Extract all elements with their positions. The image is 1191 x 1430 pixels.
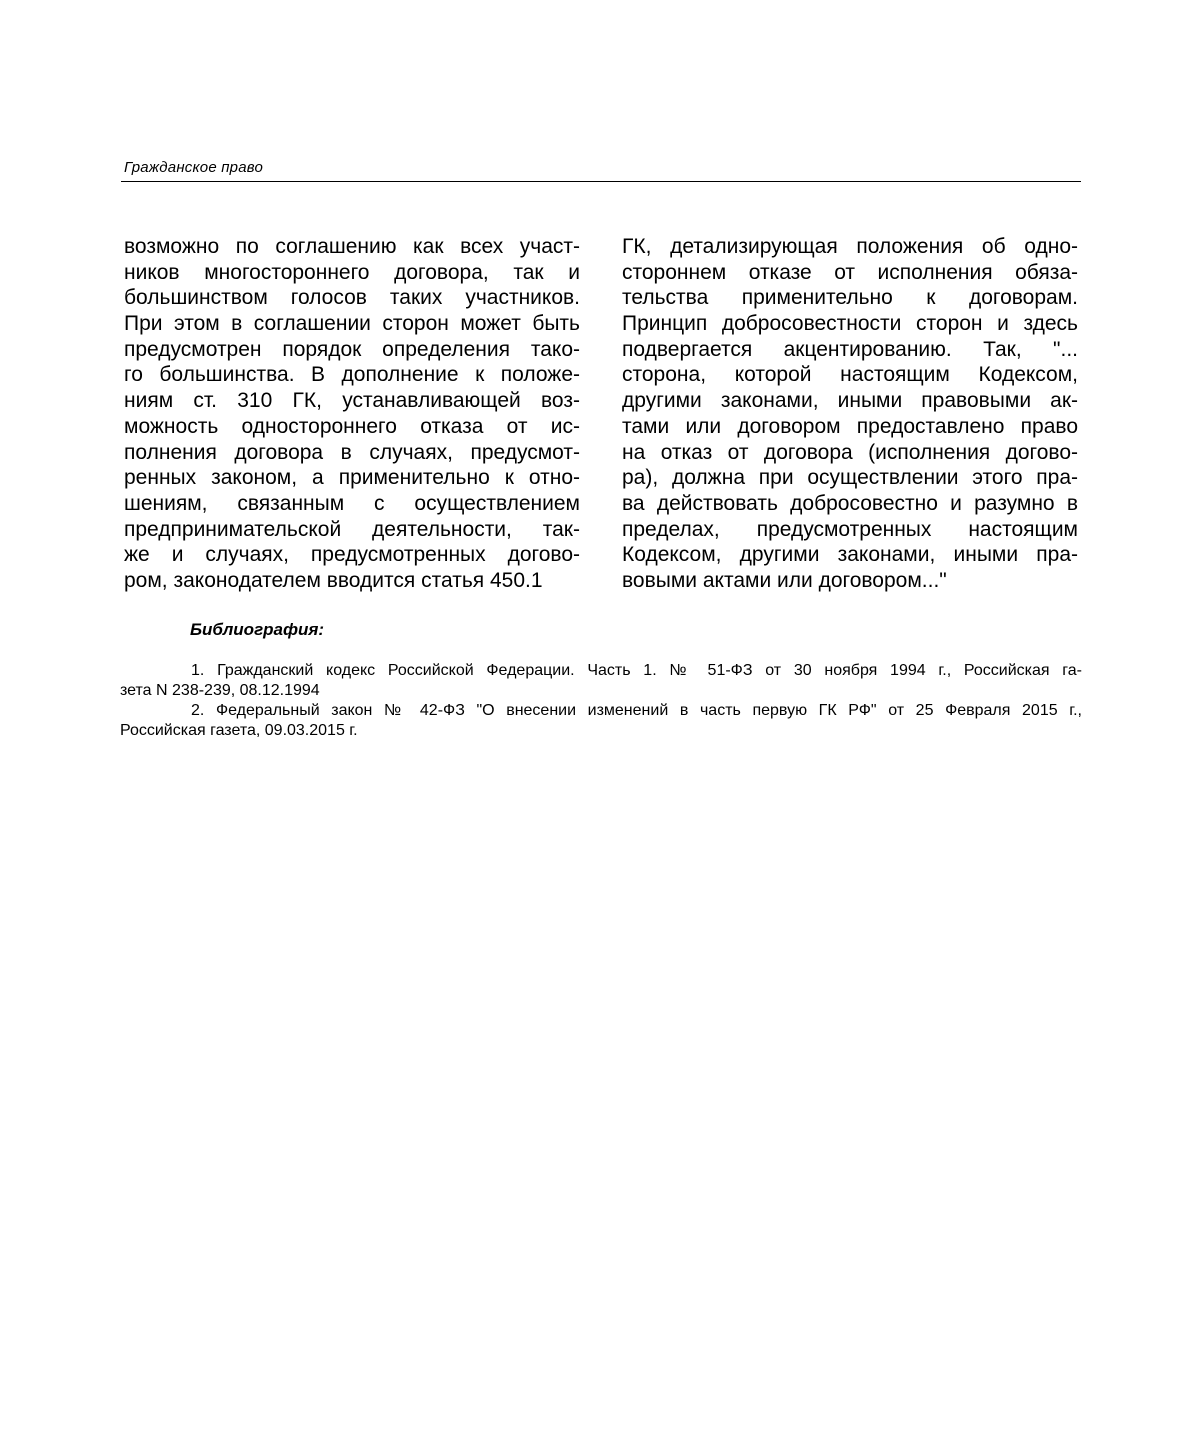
- bibliography-list: [120, 661, 1082, 741]
- text-line: же и случаях, предусмотренных догово-: [124, 543, 580, 567]
- text-line: на отказ от договора (исполнения догово-: [622, 440, 1078, 464]
- text-line: возможно по соглашению как всех участ-: [124, 235, 580, 258]
- reference-line: 2. Федеральный закон № 42-ФЗ "О внесении изменений в часть первую ГК РФ" от 25 Февраля 2015 г.,: [191, 702, 1082, 719]
- left-column: [124, 234, 580, 594]
- running-header: Гражданское право: [124, 159, 264, 176]
- text-line: ва действовать добросовестно и разумно в: [622, 491, 1078, 515]
- text-line: пределах, предусмотренных настоящим: [622, 517, 1078, 541]
- text-line: сторона, которой настоящим Кодексом,: [622, 363, 1078, 387]
- text-line: большинством голосов таких участников.: [124, 286, 580, 310]
- text-line: тами или договором предоставлено право: [622, 414, 1078, 438]
- text-line: шениям, связанным с осуществлением: [124, 491, 580, 515]
- bibliography-item: [120, 701, 1082, 741]
- text-line: другими законами, иными правовыми ак-: [622, 389, 1078, 413]
- bibliography-heading: Библиография:: [190, 620, 325, 639]
- text-line: предусмотрен порядок определения тако-: [124, 337, 580, 361]
- text-line: го большинства. В дополнение к положе-: [124, 363, 580, 387]
- header-rule: [121, 181, 1081, 182]
- text-line: ра), должна при осуществлении этого пра-: [622, 466, 1078, 490]
- text-line: полнения договора в случаях, предусмот-: [124, 440, 580, 464]
- text-line: Принцип добросовестности сторон и здесь: [622, 312, 1078, 336]
- text-line: предпринимательской деятельности, так-: [124, 517, 580, 541]
- text-line: можность одностороннего отказа от ис-: [124, 414, 580, 438]
- reference-line: 1. Гражданский кодекс Российской Федерации. Часть 1. № 51-ФЗ от 30 ноября 1994 г., Российская га-: [191, 662, 1082, 679]
- text-line: ников многостороннего договора, так и: [124, 260, 580, 284]
- text-line: подвергается акцентированию. Так, "...: [622, 337, 1078, 361]
- text-line: стороннем отказе от исполнения обяза-: [622, 260, 1078, 284]
- right-column: [622, 234, 1078, 594]
- text-line: ниям ст. 310 ГК, устанавливающей воз-: [124, 389, 580, 413]
- text-line: ГК, детализирующая положения об одно-: [622, 235, 1078, 258]
- text-line: тельства применительно к договорам.: [622, 286, 1078, 310]
- text-line: ром, законодателем вводится статья 450.1: [124, 568, 543, 592]
- bibliography-item: [120, 661, 1082, 701]
- text-line: Кодексом, другими законами, иными пра-: [622, 543, 1078, 567]
- text-line: ренных законом, а применительно к отно-: [124, 466, 580, 490]
- text-line: вовыми актами или договором...": [622, 568, 947, 592]
- reference-line: Российская газета, 09.03.2015 г.: [120, 722, 358, 739]
- text-line: При этом в соглашении сторон может быть: [124, 312, 580, 336]
- reference-line: зета N 238-239, 08.12.1994: [120, 682, 320, 699]
